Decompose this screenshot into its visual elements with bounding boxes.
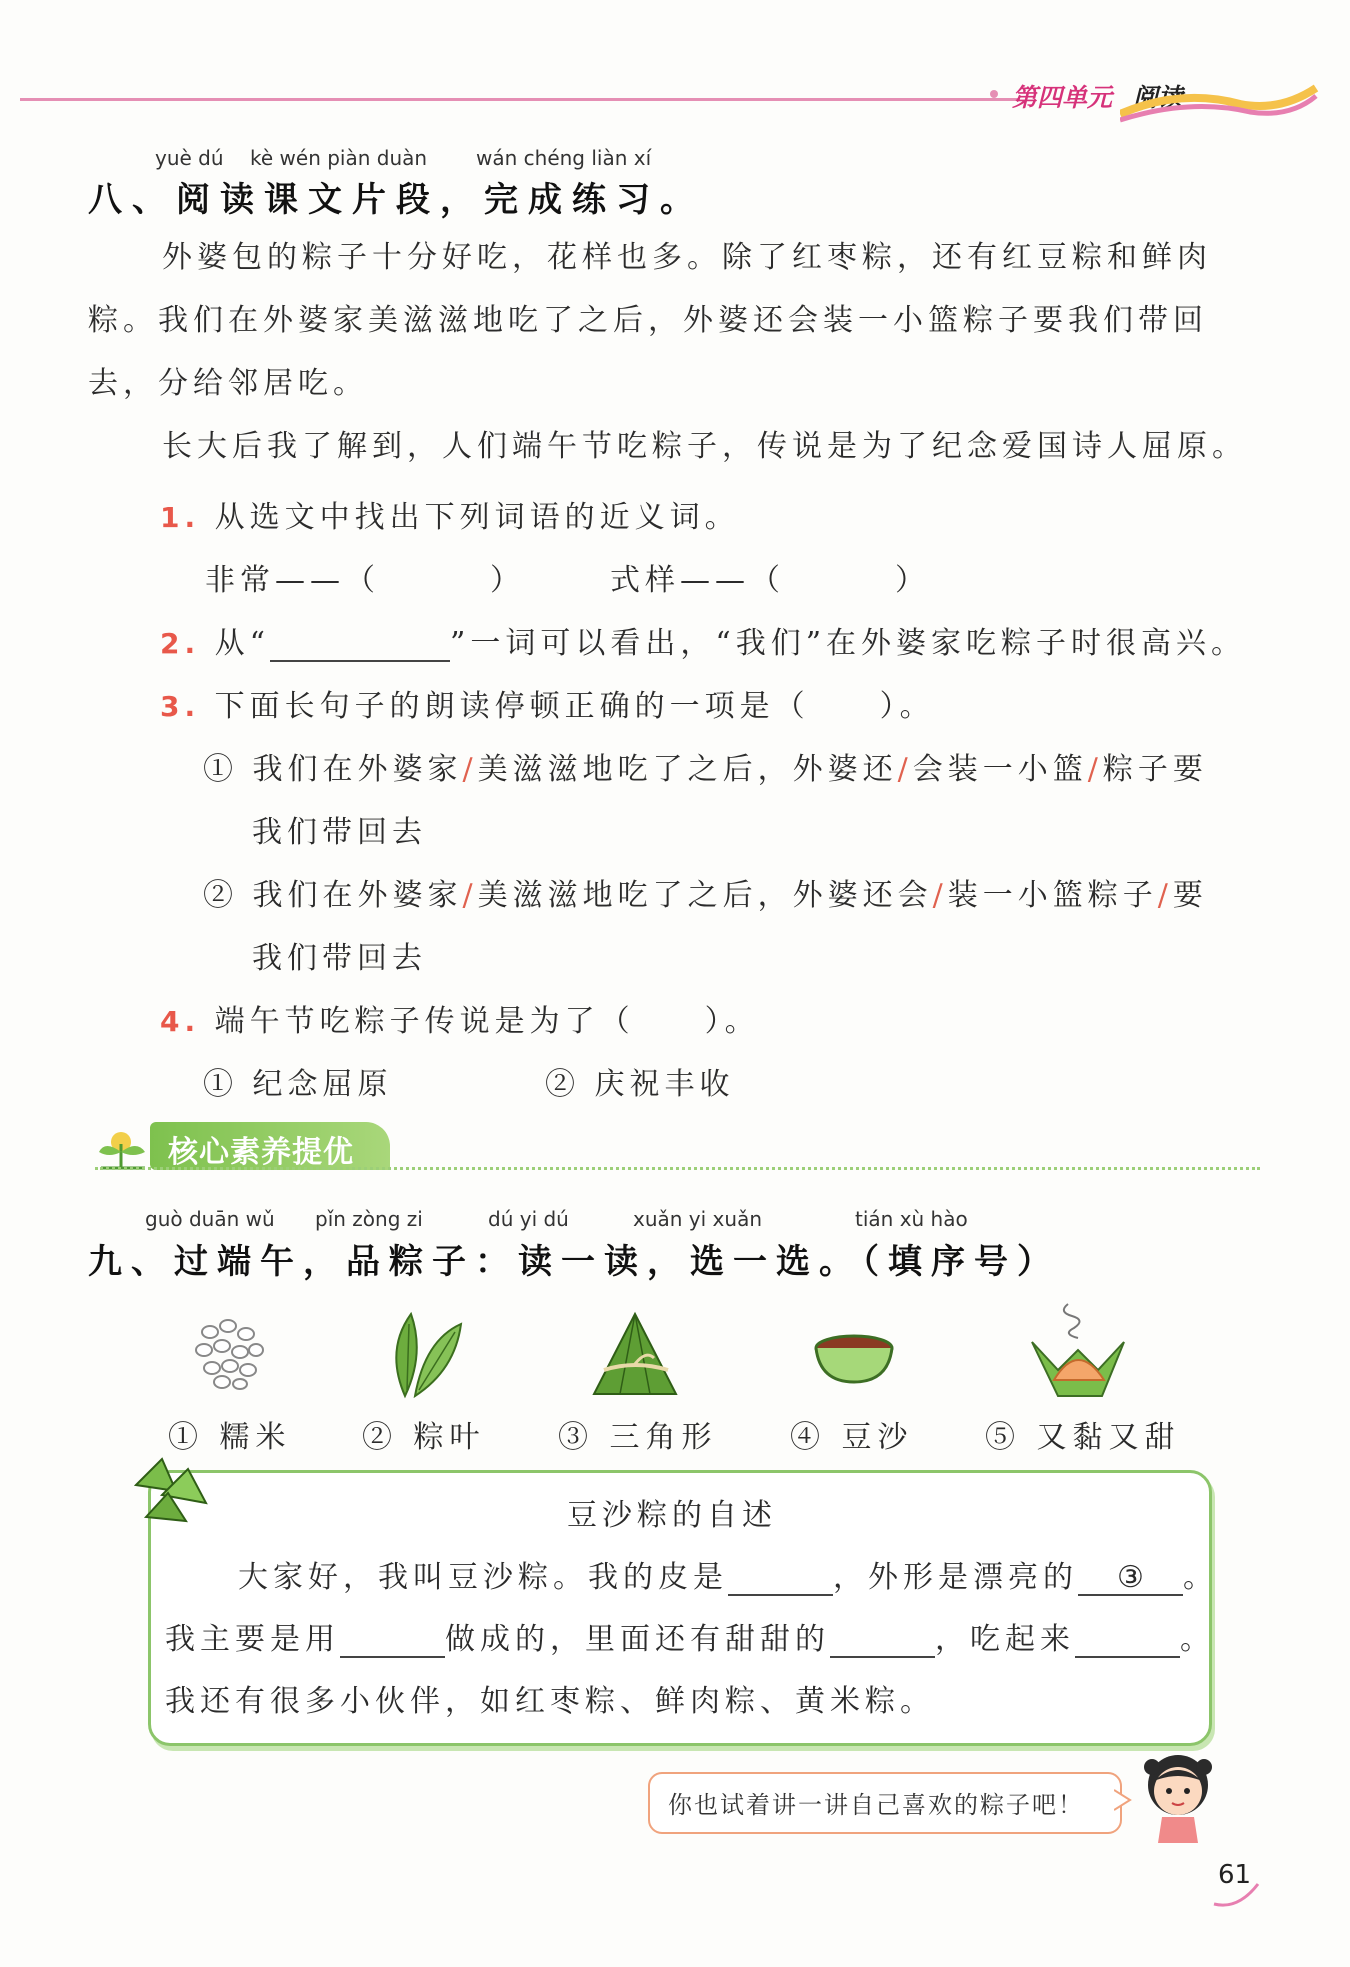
q8-title: 八、阅读课文片段，完成练习。 [88,180,704,220]
blank-taste[interactable] [1075,1622,1180,1658]
synonym-1-label: 非常——（ [205,563,380,598]
box-text: 。 [1183,1560,1218,1595]
item-number: 1. [160,501,201,534]
q9-pinyin-5: tián xù hào [855,1207,968,1231]
speech-bubble-tail [1114,1788,1132,1812]
blank-material[interactable] [340,1622,445,1658]
box-line-1 [238,1552,1218,1596]
item-text-pre: 从“ [214,626,271,661]
glutinous-rice-icon [190,1312,270,1392]
q8-item-3-option-2-cont: 我们带回去 [252,941,427,976]
sprout-icon [95,1122,151,1172]
q9-pinyin-2: pǐn zòng zi [315,1207,423,1231]
box-title: 豆沙粽的自述 [567,1498,777,1533]
synonym-2-label: 式样——（ [610,563,785,598]
header-rule [20,98,1020,101]
box-text: ，外形是漂亮的 [833,1560,1078,1595]
page-number: 61 [1218,1860,1252,1890]
item-text: 从选文中找出下列词语的近义词。 [214,500,740,535]
option-part: 我们在外婆家 [252,878,463,913]
box-text: 我主要是用 [165,1622,340,1657]
page-number-swoosh [1212,1880,1262,1910]
section-label: 阅读 [1132,83,1183,112]
option-mark: ① [203,752,238,787]
dotted-divider [95,1167,1260,1170]
cooked-zongzi-icon [1028,1300,1128,1400]
item-number: 2. [160,627,201,660]
q8-pinyin-3: wán chéng liàn xí [476,146,652,170]
q9-title: 九、过端午，品粽子：读一读，选一选。（填序号） [88,1242,1060,1282]
section-banner-text: 核心素养提优 [168,1135,354,1170]
synonym-2-close: ） [895,563,930,598]
q8-pinyin-1: yuè dú [155,146,224,170]
option-mark: ② [203,878,238,913]
q8-item-4 [160,996,760,1040]
item-number: 4. [160,1005,201,1038]
synonym-2[interactable] [610,555,930,599]
box-line-3: 我还有很多小伙伴，如红枣粽、鲜肉粽、黄米粽。 [165,1684,935,1719]
q8-item-4-option-1[interactable]: ① 纪念屈原 [203,1067,393,1102]
box-text: 。 [1180,1622,1215,1657]
speech-text: 你也试着讲一讲自己喜欢的粽子吧！ [668,1791,1084,1819]
q9-pinyin-4: xuǎn yi xuǎn [633,1207,762,1231]
box-text: 做成的，里面还有甜甜的 [445,1622,830,1657]
option-part: 美滋滋地吃了之后，外婆还会 [477,878,933,913]
item-text: 端午节吃粽子传说是为了（ ）。 [214,1004,760,1039]
zongzi-leaf-icon [385,1310,465,1400]
item-number: 3. [160,690,201,723]
q8-item-3-option-2[interactable]: ② 我们在外婆家/美滋滋地吃了之后，外婆还会/装一小篮粽子/要 [203,878,1208,913]
box-text: 大家好，我叫豆沙粽。我的皮是 [238,1560,728,1595]
option-part: 我们在外婆家 [252,752,463,787]
q8-pinyin-2: kè wén piàn duàn [250,146,428,170]
pic-label-2: ② 粽叶 [362,1420,486,1455]
option-part: 粽子要 [1102,752,1208,787]
item-text: 下面长句子的朗读停顿正确的一项是（ ）。 [214,689,935,724]
header-dot [990,90,998,98]
option-part: 美滋滋地吃了之后，外婆还 [477,752,898,787]
q9-pinyin-1: guò duān wǔ [145,1207,275,1231]
pic-label-1: ① 糯米 [168,1420,292,1455]
q8-item-2 [160,618,1246,662]
blank-shape[interactable] [1078,1560,1183,1596]
option-part: 要 [1172,878,1208,913]
q8-item-3-option-1[interactable]: ① 我们在外婆家/美滋滋地吃了之后，外婆还/会装一小篮/粽子要 [203,752,1208,787]
box-line-2 [165,1614,1215,1658]
q8-passage-1: 外婆包的粽子十分好吃，花样也多。除了红枣粽，还有红豆粽和鲜肉粽。我们在外婆家美滋滋地吃了之后，外婆还会装一小篮粽子要我们带回去，分给邻居吃。 [88,240,1212,401]
answer-blank[interactable] [270,626,450,662]
header-swoosh-icon [1120,78,1320,128]
item-text-post: ”一词可以看出，“我们”在外婆家吃粽子时很高兴。 [450,626,1247,661]
q8-item-3 [160,681,935,725]
bean-paste-bowl-icon [812,1330,896,1386]
unit-label: 第四单元 [1012,83,1113,112]
zongzi-cluster-icon [132,1455,212,1525]
synonym-1-close: ） [490,563,525,598]
q8-item-3-option-1-cont: 我们带回去 [252,815,427,850]
q8-item-1 [160,492,740,536]
blank-filling[interactable] [830,1622,935,1658]
option-part: 会装一小篮 [912,752,1088,787]
pic-label-5: ⑤ 又黏又甜 [985,1420,1181,1455]
box-text: ，吃起来 [935,1622,1075,1657]
filled-answer: ③ [1117,1560,1144,1595]
q9-pinyin-3: dú yi dú [488,1207,569,1231]
q8-passage-2: 长大后我了解到，人们端午节吃粽子，传说是为了纪念爱国诗人屈原。 [162,429,1247,464]
synonym-1[interactable] [205,555,525,599]
pic-label-3: ③ 三角形 [558,1420,718,1455]
option-part: 装一小篮粽子 [947,878,1158,913]
girl-avatar-icon [1138,1745,1218,1845]
pic-label-4: ④ 豆沙 [790,1420,914,1455]
blank-skin[interactable] [728,1560,833,1596]
q8-item-4-option-2[interactable]: ② 庆祝丰收 [545,1067,735,1102]
triangle-zongzi-icon [590,1310,680,1400]
